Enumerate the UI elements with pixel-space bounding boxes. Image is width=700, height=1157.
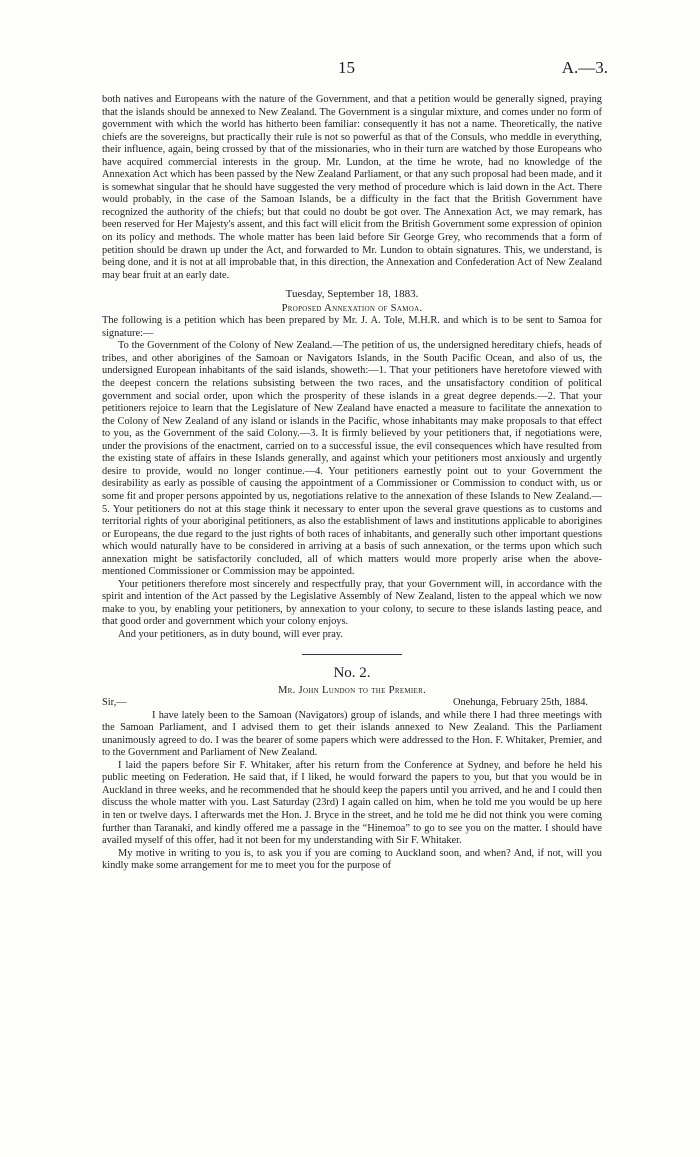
document-reference: A.—3.	[561, 58, 608, 77]
section-divider	[302, 654, 402, 655]
intro-paragraph: both natives and Europeans with the nature of the Government, and that a petition would be generally signed, praying that the islands should be annexed to New Zealand. The Government is a singular mixture, and comes under no form of government with which the world has hitherto been familiar: consequently it has not a name. Theoretically, the native chiefs are the sovereigns, but practically their rule is not so powerful as that of the Consuls, who meddle in everything, their influence, again, being crossed by that of the missionaries, who in their turn are watched by those Europeans who have acquired commercial interests in the group. Mr. Lundon, at the time he wrote, had no knowledge of the Annexation Act which has been passed by the New Zealand Parliament, or that any such proposal had been made, and it is somewhat singular that he should have suggested the very method of procedure which is laid down in the Act. There would probably, in the case of the Samoan Islands, be a difficulty in the fact that the British Government have recognized the authority of the chiefs; but that could no doubt be got over. The Annexation Act, we may remark, has been reserved for Her Majesty's assent, and this fact will elicit from the British Government some expression of opinion on its policy and methods. The whole matter has been laid before Sir George Grey, who recommends that a form of petition should be drawn up under the Act, and forwarded to Mr. Lundon to obtain signatures. This, we understand, is being done, and it is not at all improbable that, in this direction, the Annexation and Confederation Act of New Zealand may bear fruit at an early date.	[102, 94, 602, 281]
letter-salutation: Sir,—	[102, 697, 127, 709]
letter-place-date: Onehunga, February 25th, 1884.	[452, 697, 588, 709]
salutation-line	[102, 697, 602, 710]
letter-paragraph: I laid the papers before Sir F. Whitaker, after his return from the Conference at Sydney, and before he held his public meeting on Federation. He said that, if I liked, he would forward the papers to you, but that you would be in Auckland in three weeks, and he recommended that he should keep the papers until you arrived, and he and I could then discuss the whole matter with you. Last Saturday (23rd) I again called on him, when he told me you would be up here in ten or twelve days. I afterwards met the Hon. J. Bryce in the street, and he told me he did not think you were coming further than Taranaki, and kindly offered me a passage in the “Hinemoa” to go to see you on the matter. I should have availed myself of this offer, had it not been for my understanding with Sir F. Whitaker.	[102, 759, 602, 847]
letter-paragraph: My motive in writing to you is, to ask you if you are coming to Auckland soon, and when? And, if not, will you kindly make some arrangement for me to meet you for the purpose of	[102, 847, 602, 872]
petition-text: To the Government of the Colony of New Zealand.—The petition of us, the undersigned hereditary chiefs, heads of tribes, and other aborigines of the Samoan or Navigators Islands, in the South Pacific Ocean, and also of us, the undersigned European inhabitants of the said islands, showeth:—1. That your petitioners have heretofore viewed with the deepest concern the relations subsisting between the two races, and the unsatisfactory condition of political government and social order, upon which the prosperity of these islands in a great degree depends.—2. That your petitioners rejoice to learn that the Legislature of New Zealand have enacted a measure to facilitate the annexation to the Colony of New Zealand of any island or islands in the Pacific, whose inhabitants may make proposals to that effect to you, as the Government of the said Colony.—3. It is firmly believed by your petitioners that, if negotiations were, under the provisions of the enactment, carried on to a successful issue, the evil consequences which have resulted from the existing state of affairs in these Islands generally, and against which your petitioners most anxiously and urgently desire to provide, would no longer continue.—4. Your petitioners earnestly point out to your Government the desirability as early as possible of causing the appointment of a Commissioner or Commission to conduct with, us or some fit and proper persons appointed by us, negotiations relative to the annexation of these Islands to New Zealand.—5. Your petitioners do not at this stage think it necessary to enter upon the several grave questions as to customs and territorial rights of your aboriginal petitioners, as also the establishment of laws and institutions applicable to aborigines or Europeans, the due regard to the just rights of both races of inhabitants, and generally such other important questions which would naturally have to be considered in arriving at a basis of such annexation, or the terms upon which such annexation might be satisfactorily concluded, all of which matters would more properly arise when the above-mentioned Commissioner or Commission may be appointed.	[102, 340, 602, 578]
page-number: 15	[338, 58, 355, 77]
letter-title: Mr. John Lundon to the Premier.	[277, 684, 427, 696]
letter-number: No. 2.	[333, 664, 371, 681]
article-heading: Proposed Annexation of Samoa.	[281, 302, 423, 314]
article-date: Tuesday, September 18, 1883.	[285, 288, 419, 301]
letter-paragraph: I have lately been to the Samoan (Navigators) group of islands, and while there I had three meetings with the Samoan Parliament, and I advised them to get their islands annexed to New Zealand. This the Parliament unanimously agreed to do. I was the bearer of some papers which were addressed to the Hon. F. Whitaker, Premier, and to the Government and Parliament of New Zealand.	[102, 709, 602, 759]
page-body	[102, 94, 602, 873]
article-intro: The following is a petition which has been prepared by Mr. J. A. Tole, M.H.R. and which is to be sent to Samoa for signature:—	[102, 315, 602, 339]
petition-prayer: Your petitioners therefore most sincerely and respectfully pray, that your Government will, in accordance with the spirit and intention of the Act passed by the Legislative Assembly of New Zealand, listen to the appeal which we now make to you, by enabling your petitioners, by annexation to your colony, to secure to these islands lasting peace, and that good order and government which your colony enjoys.	[102, 578, 602, 628]
page-header	[0, 58, 700, 82]
petition-closing: And your petitioners, as in duty bound, will ever pray.	[118, 628, 343, 640]
